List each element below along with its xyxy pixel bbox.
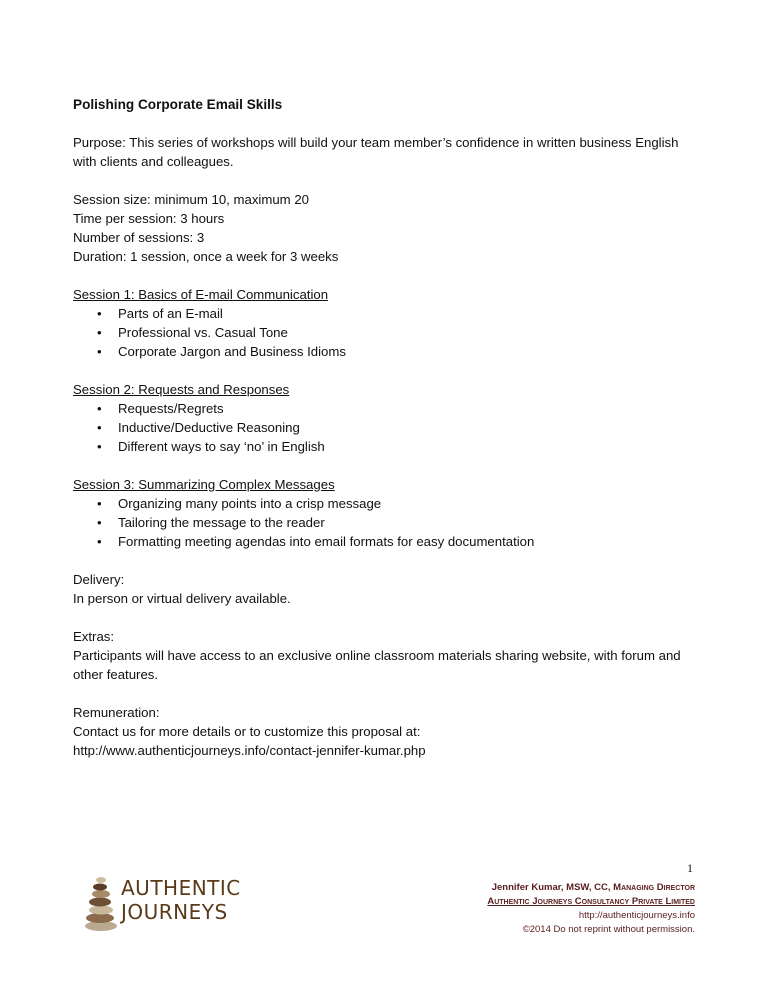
list-item: • Requests/Regrets: [73, 399, 693, 418]
document-title: Polishing Corporate Email Skills: [73, 97, 283, 112]
company-logo: [83, 872, 241, 932]
document-body: [73, 95, 693, 779]
session-size: Session size: minimum 10, maximum 20: [73, 192, 309, 207]
purpose-section: [73, 133, 693, 171]
footer-contact: [487, 881, 695, 937]
author-name: Jennifer Kumar, MSW, CC,: [491, 882, 611, 893]
contact-link[interactable]: http://www.authenticjourneys.info/contact-jennifer-kumar.php: [73, 743, 426, 758]
company-name: Authentic Journeys Consultancy Private Limited: [487, 896, 695, 907]
delivery-section: [73, 570, 693, 608]
extras-label: Extras:: [73, 629, 115, 644]
list-item: • Tailoring the message to the reader: [73, 513, 693, 532]
logo-line-1: AUTHENTIC: [121, 876, 241, 900]
list-item: • Inductive/Deductive Reasoning: [73, 418, 693, 437]
list-item: • Corporate Jargon and Business Idioms: [73, 342, 693, 361]
logo-wordmark: [121, 876, 241, 924]
duration: Duration: 1 session, once a week for 3 weeks: [73, 249, 339, 264]
session-topics: [73, 399, 693, 456]
extras-text: Participants will have access to an exclusive online classroom materials sharing website, with forum and other features.: [73, 648, 681, 682]
logo-line-2: JOURNEYS: [121, 900, 228, 924]
remuneration-text: Contact us for more details or to customize this proposal at:: [73, 724, 421, 739]
session-heading: Session 3: Summarizing Complex Messages: [73, 477, 335, 492]
session-3: [73, 475, 693, 551]
list-item: • Parts of an E-mail: [73, 304, 693, 323]
session-topics: [73, 494, 693, 551]
author-line: [487, 881, 695, 895]
list-item: • Organizing many points into a crisp message: [73, 494, 693, 513]
number-of-sessions: Number of sessions: 3: [73, 230, 205, 245]
delivery-label: Delivery:: [73, 572, 125, 587]
details-section: [73, 190, 693, 266]
session-heading: Session 1: Basics of E-mail Communication: [73, 287, 329, 302]
time-per-session: Time per session: 3 hours: [73, 211, 225, 226]
session-2: [73, 380, 693, 456]
page-number: 1: [687, 861, 693, 875]
list-item: • Formatting meeting agendas into email formats for easy documentation: [73, 532, 693, 551]
purpose-text: Purpose: This series of workshops will build your team member’s confidence in written business English with clients and colleagues.: [73, 135, 679, 169]
remuneration-label: Remuneration:: [73, 705, 160, 720]
list-item: • Different ways to say ‘no’ in English: [73, 437, 693, 456]
author-role: Managing Director: [613, 882, 695, 893]
session-1: [73, 285, 693, 361]
list-item: • Professional vs. Casual Tone: [73, 323, 693, 342]
session-heading: Session 2: Requests and Responses: [73, 382, 290, 397]
website-link[interactable]: http://authenticjourneys.info: [578, 910, 695, 921]
stacked-stones-icon: [83, 872, 119, 932]
remuneration-section: [73, 703, 693, 760]
extras-section: [73, 627, 693, 684]
session-topics: [73, 304, 693, 361]
copyright-notice: ©2014 Do not reprint without permission.: [522, 924, 695, 935]
delivery-text: In person or virtual delivery available.: [73, 591, 291, 606]
